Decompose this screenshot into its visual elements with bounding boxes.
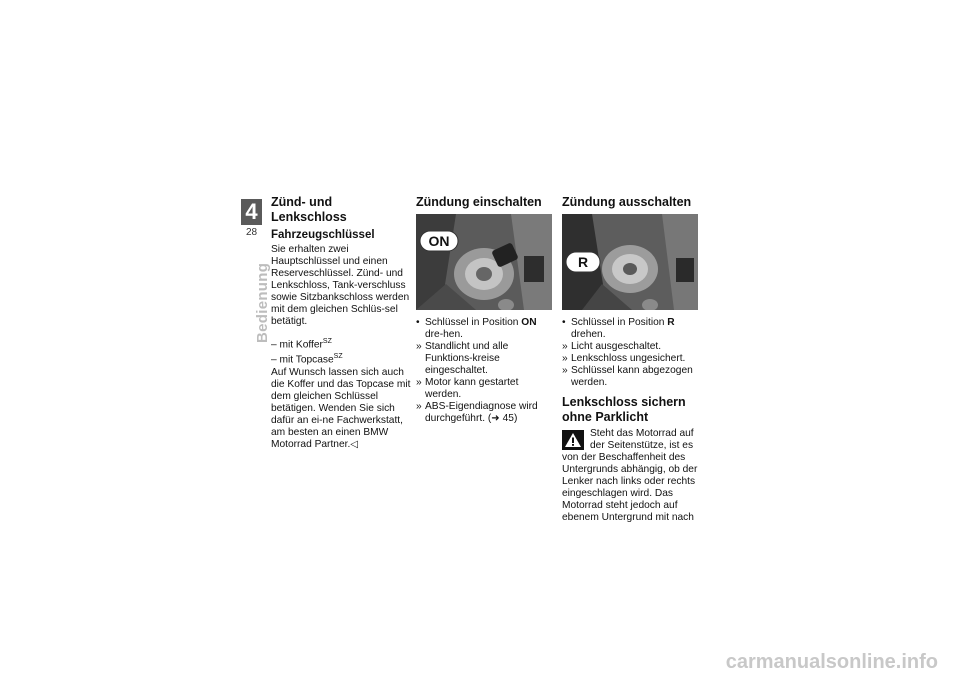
heading-ignition-on: Zündung einschalten bbox=[416, 195, 542, 209]
heading-ignition-off: Zündung ausschalten bbox=[562, 195, 692, 209]
watermark bbox=[716, 651, 938, 673]
paragraph-partner: Auf Wunsch lassen sich auch die Koffer und das Topcase mit dem gleichen Schlüssel betätigen. Wenden Sie sich dafür an ei-ne Fachwerkstatt, am besten an einen BMW Motorrad Partner.◁ bbox=[271, 366, 411, 450]
list-item: • Schlüssel in Position R drehen. bbox=[562, 317, 700, 341]
column-ignition-off bbox=[562, 195, 700, 524]
chapter-tab bbox=[241, 199, 262, 240]
list-item: • Schlüssel in Position ON dre-hen. bbox=[416, 317, 552, 341]
list-item: » ABS-Eigendiagnose wird durchgeführt. (➜ 45) bbox=[416, 401, 552, 425]
list-item: » Standlicht und alle Funktions-kreise eingeschaltet. bbox=[416, 341, 552, 377]
dash-item-case: – mit Koffer$^{SZ}$ bbox=[271, 338, 332, 351]
list-item: » Lenkschloss ungesichert. bbox=[562, 353, 700, 365]
section-label: Bedienung bbox=[254, 262, 271, 343]
list-ignition-off bbox=[562, 317, 700, 389]
photo-key-r bbox=[562, 214, 698, 310]
heading-steering-lock: Lenkschloss sichern ohne Parklicht bbox=[562, 395, 686, 424]
list-item: » Motor kann gestartet werden. bbox=[416, 377, 552, 401]
paragraph-keys: Sie erhalten zwei Hauptschlüssel und einen Reserveschlüssel. Zünd- und Lenkschloss, Tank-verschluss sowie Sitzbankschloss werden mit dem gleichen Schlüs-sel betätigt. bbox=[271, 244, 410, 327]
heading-ignition-lock: Zünd- und Lenkschloss bbox=[271, 195, 347, 224]
warning-text: Steht das Motorrad auf der Seitenstütze, ist es von der Beschaffenheit des Untergrunds abhängig, ob der Lenker nach links oder rechts eingeschlagen wird. Das Motorrad steht jedoch auf ebenem Untergrund mit nach bbox=[562, 428, 698, 523]
page-number: 28 bbox=[241, 225, 262, 240]
chapter-number: 4 bbox=[245, 199, 258, 224]
list-item: » Schlüssel kann abgezogen werden. bbox=[562, 365, 700, 389]
column-ignition-lock bbox=[271, 195, 411, 457]
subheading-vehicle-key: Fahrzeugschlüssel bbox=[271, 229, 375, 241]
photo-label-r: R bbox=[577, 254, 589, 270]
list-ignition-on bbox=[416, 317, 552, 425]
column-ignition-on bbox=[416, 195, 552, 425]
warning-icon bbox=[562, 430, 584, 450]
watermark-text: carmanualsonline.info bbox=[725, 651, 938, 673]
list-item: » Licht ausgeschaltet. bbox=[562, 341, 700, 353]
dash-item-topcase: – mit Topcase$^{SZ}$ bbox=[271, 353, 343, 366]
photo-label-on: ON bbox=[428, 233, 450, 249]
warning-block bbox=[562, 428, 700, 524]
photo-key-on bbox=[416, 214, 552, 310]
